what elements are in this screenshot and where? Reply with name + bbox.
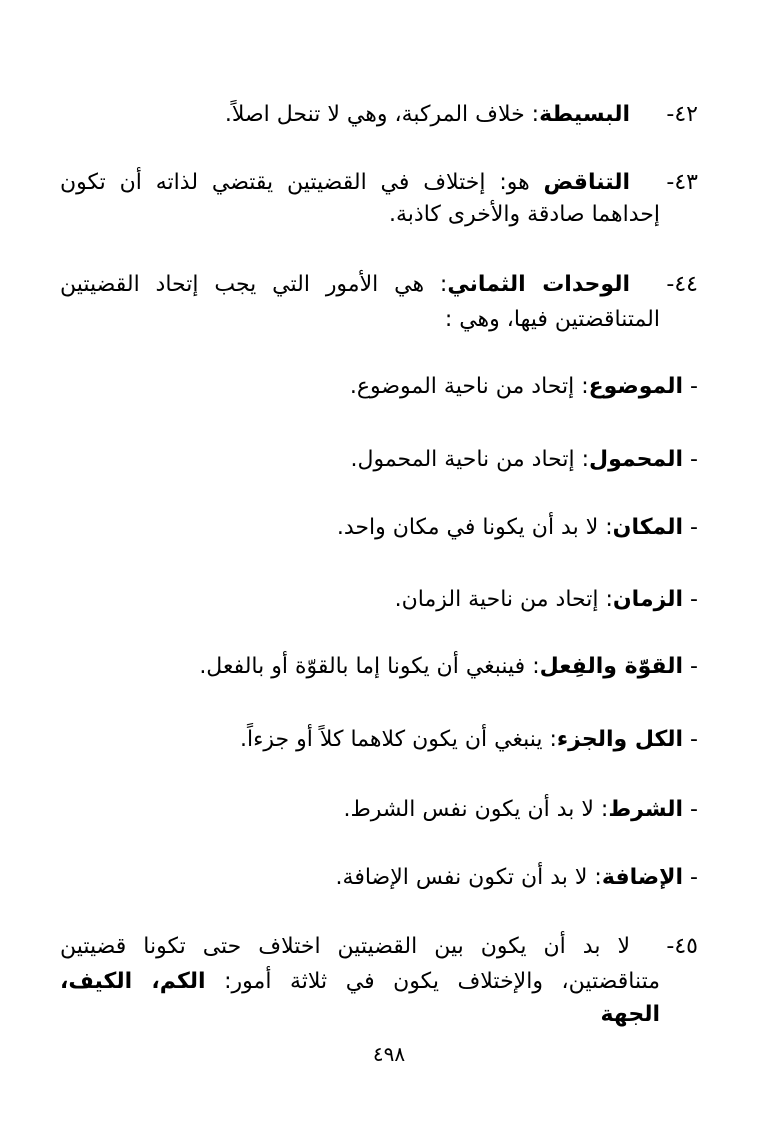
unity-item: - الموضوع: إتحاد من ناحية الموضوع. [349, 374, 698, 399]
unity-item: - القوّة والفِعل: فينبغي أن يكونا إما بالقوّة أو بالفعل. [199, 654, 698, 679]
item-45-continuation: متناقضتين، والإختلاف يكون في ثلاثة أمور: الكم، الكيف، [60, 969, 661, 994]
unity-term: الكل والجزء [556, 727, 684, 752]
item-term: الوحدات الثماني [447, 272, 630, 297]
unity-term: القوّة والفِعل [539, 654, 684, 679]
unity-term: الموضوع [588, 374, 684, 399]
item-45-continuation-2: الجهة [600, 1002, 660, 1027]
item-43 [60, 168, 698, 198]
unity-term: الزمان [612, 587, 684, 612]
unity-text: : ينبغي أن يكون كلاهما كلاً أو جزءاً. [239, 727, 557, 752]
item-text: هو: إختلاف في القضيتين يقتضي لذاته أن تكون [60, 170, 544, 195]
item-43-continuation: إحداهما صادقة والأخرى كاذبة. [389, 202, 660, 227]
unity-item: - الإضافة: لا بد أن تكون نفس الإضافة. [335, 865, 698, 890]
item-44 [60, 270, 698, 300]
item-number: ٤٥- [666, 934, 698, 959]
unity-term: المكان [612, 515, 684, 540]
item-text: : هي الأمور التي يجب إتحاد القضيتين [60, 272, 448, 297]
unity-term: الشرط [608, 797, 684, 822]
unity-text: : لا بد أن يكونا في مكان واحد. [336, 515, 613, 540]
unity-text: : إتحاد من ناحية المحمول. [350, 447, 590, 472]
item-42 [225, 100, 698, 130]
item-term: البسيطة [539, 102, 630, 127]
unity-item: - الزمان: إتحاد من ناحية الزمان. [394, 587, 698, 612]
unity-text: : إتحاد من ناحية الزمان. [394, 587, 613, 612]
unity-text: : إتحاد من ناحية الموضوع. [349, 374, 589, 399]
unity-text: : فينبغي أن يكونا إما بالقوّة أو بالفعل. [199, 654, 540, 679]
item-45 [60, 932, 698, 962]
unity-item: - الكل والجزء: ينبغي أن يكون كلاهما كلاً أو جزءاً. [239, 727, 698, 752]
item-term: التناقض [543, 170, 630, 195]
unity-term: المحمول [589, 447, 684, 472]
unity-term: الإضافة [601, 865, 684, 890]
item-number: ٤٢- [666, 102, 698, 127]
item-44-continuation: المتناقضتين فيها، وهي : [444, 307, 660, 332]
item-text: : خلاف المركبة، وهي لا تنحل اصلاً. [224, 102, 540, 127]
page-number: ٤٩٨ [372, 1042, 406, 1066]
unity-item: - المحمول: إتحاد من ناحية المحمول. [350, 447, 698, 472]
item-number: ٤٣- [666, 170, 698, 195]
unity-text: : لا بد أن تكون نفس الإضافة. [335, 865, 602, 890]
item-number: ٤٤- [666, 272, 698, 297]
unity-item: - المكان: لا بد أن يكونا في مكان واحد. [336, 515, 698, 540]
unity-text: : لا بد أن يكون نفس الشرط. [343, 797, 609, 822]
item-text: لا بد أن يكون بين القضيتين اختلاف حتى تكونا قضيتين [60, 934, 630, 959]
unity-item: - الشرط: لا بد أن يكون نفس الشرط. [343, 797, 698, 822]
